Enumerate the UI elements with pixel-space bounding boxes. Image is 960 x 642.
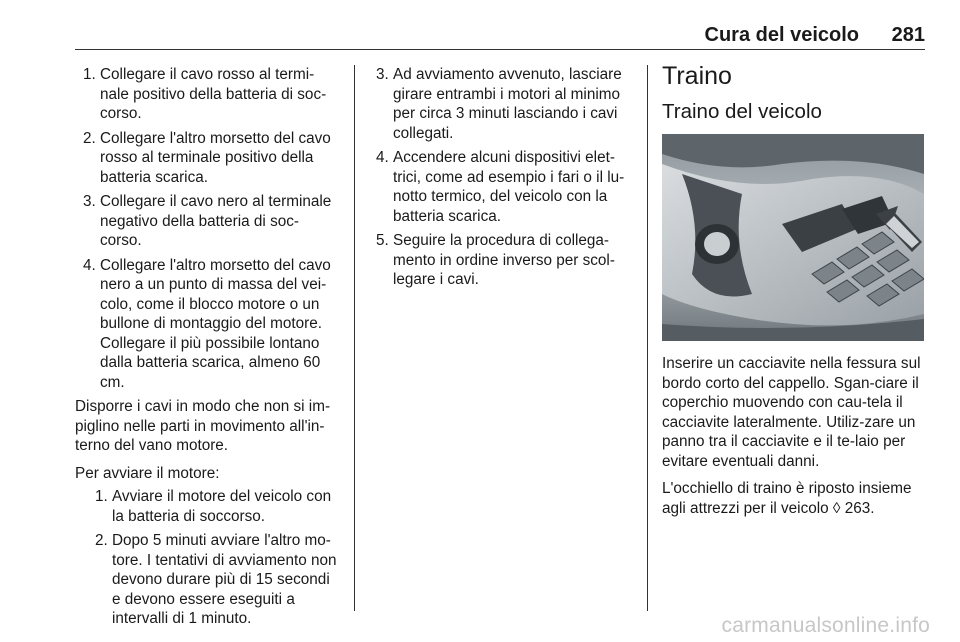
page-number: 281 bbox=[891, 24, 925, 46]
continued-steps-list bbox=[368, 65, 633, 290]
towing-eye-cover-photo bbox=[662, 134, 924, 341]
column-1 bbox=[75, 65, 339, 634]
page-header bbox=[75, 22, 925, 50]
towing-eye-location-paragraph: L'occhiello di traino è riposto insieme agli attrezzi per il veicolo ◊ 263. bbox=[662, 480, 912, 517]
connect-steps-list bbox=[75, 65, 339, 392]
list-item: 1. Avviare il motore del veicolo con la batteria di soccorso. bbox=[95, 488, 332, 525]
towing-instructions-paragraph: Inserire un cacciavite nella fessura sul bordo corto del cappello. Sgan-ciare il coperchio muovendo con cau-tela il cacciavite lateralmente. Utiliz-zare un panno tra il cacciavite e il te-laio per evitare eventuali danni. bbox=[662, 355, 921, 470]
list-item: 2. Dopo 5 minuti avviare l'altro mo-tore. I tentativi di avviamento non devono durare più di 15 secondi e devono essere eseguiti a intervalli di 1 minuto. bbox=[95, 532, 337, 627]
column-3 bbox=[662, 62, 926, 526]
section-title: Cura del veicolo bbox=[704, 24, 859, 46]
list-item: 4. Collegare l'altro morsetto del cavo nero a un punto di massa del vei-colo, come il blocco motore o un bullone di montaggio del motore. Collegare il più possibile lontano dalla batteria scarica, almeno 60 cm. bbox=[83, 256, 331, 391]
cable-routing-paragraph: Disporre i cavi in modo che non si im-piglino nelle parti in movimento all'in-terno del vano motore. bbox=[75, 398, 331, 454]
watermark: carmanualsonline.info bbox=[721, 614, 930, 637]
start-engine-intro: Per avviare il motore: bbox=[75, 464, 220, 482]
column-divider bbox=[647, 65, 648, 611]
heading-traino: Traino bbox=[662, 62, 732, 90]
list-item: 3. Ad avviamento avvenuto, lasciare girare entrambi i motori al minimo per circa 3 minuti lasciando i cavi collegati. bbox=[376, 66, 622, 142]
heading-traino-veicolo: Traino del veicolo bbox=[662, 100, 822, 123]
list-item: 2. Collegare l'altro morsetto del cavo rosso al terminale positivo della batteria scarica. bbox=[83, 129, 331, 186]
start-steps-list bbox=[75, 487, 339, 629]
column-2 bbox=[368, 65, 633, 295]
list-item: 1. Collegare il cavo rosso al termi-nale positivo della batteria di soc-corso. bbox=[83, 66, 327, 122]
header-rule bbox=[75, 49, 925, 50]
list-item: 4. Accendere alcuni dispositivi elet-trici, come ad esempio i fari o il lu-notto termico, del veicolo con la batteria scarica. bbox=[376, 149, 625, 225]
list-item: 3. Collegare il cavo nero al terminale negativo della batteria di soc-corso. bbox=[83, 193, 332, 249]
column-divider bbox=[354, 65, 355, 611]
list-item: 5. Seguire la procedura di collega-mento in ordine inverso per scol-legare i cavi. bbox=[376, 232, 615, 288]
